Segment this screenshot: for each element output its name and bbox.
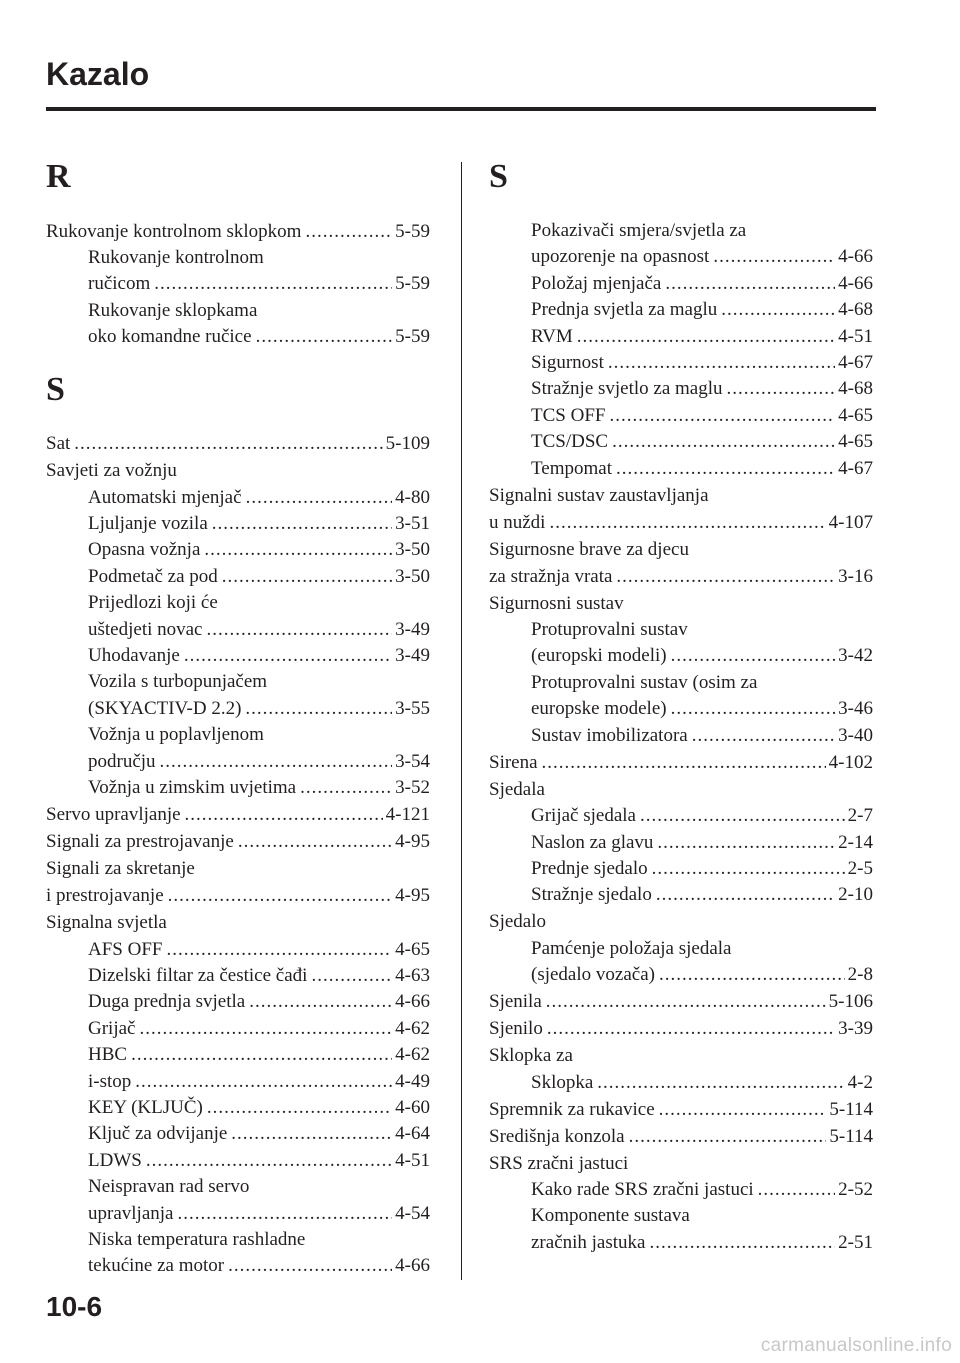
dot-leader <box>160 749 393 775</box>
dot-leader <box>671 643 836 669</box>
entry-term: Položaj mjenjača <box>531 272 662 294</box>
section-letter: R <box>46 158 71 195</box>
index-entry <box>46 1042 430 1068</box>
index-entry <box>489 962 873 988</box>
entry-page-ref: 2-7 <box>847 805 873 827</box>
entry-term: Grijač <box>88 1017 136 1039</box>
entry-page-ref: 4-51 <box>838 325 873 347</box>
entry-term: Sjenila <box>489 991 542 1013</box>
dot-leader <box>609 403 835 429</box>
entry-page-ref: 4-64 <box>395 1123 430 1145</box>
entry-term: Vožnja u poplavljenom <box>88 724 264 746</box>
index-entry <box>46 696 430 722</box>
entry-page-ref: 4-95 <box>395 885 430 907</box>
index-entry <box>489 750 873 776</box>
index-entry <box>46 1121 430 1147</box>
entry-page-ref: 4-66 <box>838 272 873 294</box>
entry-page-ref: 4-2 <box>847 1071 873 1093</box>
entry-page-ref: 4-65 <box>395 938 430 960</box>
index-entry <box>489 297 873 323</box>
entry-page-ref: 4-54 <box>395 1202 430 1224</box>
entry-term: Automatski mjenjač <box>88 486 242 508</box>
entry-page-ref: 3-49 <box>395 645 430 667</box>
entry-term: Sklopka <box>531 1071 594 1093</box>
entry-term: Sirena <box>489 751 538 773</box>
entry-page-ref: 2-51 <box>838 1231 873 1253</box>
entry-term: (europski modeli) <box>531 645 667 667</box>
index-entry <box>489 403 873 429</box>
entry-page-ref: 5-59 <box>395 220 430 242</box>
index-entry <box>489 696 873 722</box>
entry-term: Ljuljanje vozila <box>88 513 208 535</box>
dot-leader <box>727 376 836 402</box>
entry-page-ref: 4-62 <box>395 1017 430 1039</box>
dot-leader <box>238 829 392 855</box>
entry-page-ref: 2-8 <box>847 964 873 986</box>
entry-page-ref: 2-14 <box>838 831 873 853</box>
index-entry <box>46 537 430 563</box>
dot-leader <box>212 511 392 537</box>
index-entry <box>46 749 430 775</box>
entry-term: Prijedlozi koji će <box>88 592 218 614</box>
entry-term: zračnih jastuka <box>531 1231 646 1253</box>
index-entry <box>46 511 430 537</box>
index-entry <box>489 723 873 749</box>
dot-leader <box>758 1177 836 1203</box>
entry-page-ref: 3-42 <box>838 645 873 667</box>
index-entry <box>46 1201 430 1227</box>
entry-page-ref: 4-63 <box>395 964 430 986</box>
entry-term: Niska temperatura rashladne <box>88 1228 306 1250</box>
index-entry <box>489 537 873 563</box>
entry-term: Sklopka za <box>489 1045 573 1067</box>
index-entry <box>46 590 430 616</box>
index-entry <box>46 1148 430 1174</box>
entry-term: KEY (KLJUČ) <box>88 1096 203 1118</box>
entry-term: Uhodavanje <box>88 645 180 667</box>
index-entry <box>46 829 430 855</box>
entry-page-ref: 2-5 <box>847 857 873 879</box>
index-entry <box>46 485 430 511</box>
dot-leader <box>616 564 835 590</box>
index-entry <box>46 963 430 989</box>
entry-term: Tempomat <box>531 457 612 479</box>
entry-term: Vožnja u zimskim uvjetima <box>88 777 297 799</box>
dot-leader <box>577 324 835 350</box>
dot-leader <box>659 1097 827 1123</box>
index-entry <box>489 456 873 482</box>
index-entry <box>489 777 873 803</box>
entry-term: Sjedala <box>489 778 545 800</box>
dot-leader <box>300 775 392 801</box>
dot-leader <box>721 297 835 323</box>
entry-page-ref: 3-39 <box>838 1018 873 1040</box>
entry-term: Podmetač za pod <box>88 565 218 587</box>
entry-term: i prestrojavanje <box>46 885 164 907</box>
entry-page-ref: 3-16 <box>838 565 873 587</box>
index-entry <box>489 510 873 536</box>
index-entry <box>46 219 430 245</box>
entry-page-ref: 4-66 <box>395 991 430 1013</box>
dot-leader <box>546 989 826 1015</box>
entry-page-ref: 3-51 <box>395 513 430 535</box>
entry-term: LDWS <box>88 1149 142 1171</box>
entry-term: Naslon za glavu <box>531 831 654 853</box>
entry-page-ref: 4-95 <box>395 831 430 853</box>
dot-leader <box>629 1124 827 1150</box>
entry-term: i-stop <box>88 1070 132 1092</box>
index-entry <box>46 669 430 695</box>
index-entry <box>489 617 873 643</box>
index-entry <box>489 483 873 509</box>
index-entry <box>46 324 430 350</box>
dot-leader <box>659 962 845 988</box>
index-entry <box>46 1253 430 1279</box>
dot-leader <box>204 537 392 563</box>
entry-term: Kako rade SRS zračni jastuci <box>531 1178 754 1200</box>
dot-leader <box>154 271 392 297</box>
entry-term: Komponente sustava <box>531 1205 690 1227</box>
entry-term: RVM <box>531 325 573 347</box>
index-entry <box>46 617 430 643</box>
index-entry <box>46 910 430 936</box>
entry-page-ref: 4-51 <box>395 1149 430 1171</box>
entry-term: Ključ za odvijanje <box>88 1123 228 1145</box>
index-column-left <box>46 160 430 1280</box>
dot-leader <box>246 485 393 511</box>
index-entry <box>489 1124 873 1150</box>
entry-term: ručicom <box>88 273 151 295</box>
column-divider <box>461 162 462 1280</box>
section-letter: S <box>489 158 508 195</box>
entry-term: upravljanja <box>88 1202 174 1224</box>
dot-leader <box>207 1095 392 1121</box>
index-entry <box>46 1174 430 1200</box>
index-entry <box>489 989 873 1015</box>
entry-term: HBC <box>88 1044 128 1066</box>
entry-page-ref: 3-40 <box>838 724 873 746</box>
entry-term: uštedjeti novac <box>88 618 203 640</box>
index-entry <box>46 431 430 457</box>
index-entry <box>489 882 873 908</box>
entry-page-ref: 4-68 <box>838 299 873 321</box>
entry-page-ref: 3-55 <box>395 697 430 719</box>
entry-page-ref: 4-60 <box>395 1096 430 1118</box>
dot-leader <box>652 856 845 882</box>
entry-term: Neispravan rad servo <box>88 1176 250 1198</box>
entry-term: Signali za skretanje <box>46 858 195 880</box>
index-entry <box>489 1177 873 1203</box>
entry-page-ref: 3-52 <box>395 777 430 799</box>
index-entry <box>46 937 430 963</box>
entry-term: za stražnja vrata <box>489 565 613 587</box>
entry-term: Sat <box>46 433 71 455</box>
index-entry <box>46 298 430 324</box>
entry-page-ref: 4-121 <box>385 804 430 826</box>
entry-page-ref: 3-50 <box>395 539 430 561</box>
entry-term: Rukovanje kontrolnom <box>88 247 264 268</box>
entry-term: Središnja konzola <box>489 1125 625 1147</box>
index-entry <box>489 1203 873 1229</box>
entry-term: Sigurnosne brave za djecu <box>489 538 689 560</box>
entry-term: Stražnje sjedalo <box>531 884 652 906</box>
dot-leader <box>146 1148 392 1174</box>
entry-page-ref: 4-66 <box>838 246 873 268</box>
dot-leader <box>671 696 836 722</box>
entry-page-ref: 5-109 <box>385 433 430 455</box>
section-letter: S <box>46 370 65 408</box>
entry-term: Rukovanje sklopkama <box>88 299 258 321</box>
entry-page-ref: 4-65 <box>838 431 873 453</box>
index-entry <box>489 244 873 270</box>
index-entry <box>489 643 873 669</box>
watermark: carmanualsonline.info <box>760 1335 952 1356</box>
index-entry <box>489 350 873 376</box>
entry-term: Signalni sustav zaustavljanja <box>489 484 709 506</box>
index-entry <box>489 218 873 244</box>
index-entry <box>489 936 873 962</box>
dot-leader <box>640 803 845 829</box>
dot-leader <box>184 643 392 669</box>
dot-leader <box>597 1070 844 1096</box>
index-entry <box>489 1043 873 1069</box>
entry-term: Protuprovalni sustav (osim za <box>531 671 758 693</box>
index-entry <box>46 722 430 748</box>
entry-term: Protuprovalni sustav <box>531 619 688 641</box>
header-rule <box>46 107 876 111</box>
entry-term: Opasna vožnja <box>88 539 201 561</box>
entry-term: Rukovanje kontrolnom sklopkom <box>46 220 302 242</box>
dot-leader <box>657 830 835 856</box>
index-entry <box>489 909 873 935</box>
entry-page-ref: 2-10 <box>838 884 873 906</box>
dot-leader <box>256 324 393 350</box>
index-entry <box>46 1227 430 1253</box>
index-entry <box>46 1069 430 1095</box>
entry-page-ref: 4-80 <box>395 486 430 508</box>
index-entry <box>489 564 873 590</box>
entry-term: upozorenje na opasnost <box>531 246 710 268</box>
entry-term: Signalna svjetla <box>46 912 167 934</box>
page-title: Kazalo <box>46 56 150 92</box>
page-number: 10-6 <box>46 1291 103 1322</box>
dot-leader <box>656 882 835 908</box>
entry-term: Spremnik za rukavice <box>489 1098 655 1120</box>
entry-term: Sigurnost <box>531 352 604 374</box>
entry-term: području <box>88 750 156 772</box>
index-entry <box>489 1070 873 1096</box>
dot-leader <box>207 617 393 643</box>
dot-leader <box>168 883 393 909</box>
entry-page-ref: 4-67 <box>838 457 873 479</box>
entry-term: Prednje sjedalo <box>531 857 648 879</box>
entry-term: europske modele) <box>531 698 667 720</box>
dot-leader <box>185 802 383 828</box>
entry-page-ref: 4-102 <box>828 751 873 773</box>
dot-leader <box>231 1121 392 1147</box>
entry-page-ref: 4-62 <box>395 1044 430 1066</box>
index-entry <box>489 830 873 856</box>
dot-leader <box>139 1016 392 1042</box>
entry-term: Vozila s turbopunjačem <box>88 671 268 693</box>
index-entry <box>489 803 873 829</box>
dot-leader <box>311 963 392 989</box>
index-entry <box>46 1095 430 1121</box>
dot-leader <box>612 429 835 455</box>
index-entry <box>489 1016 873 1042</box>
index-entry <box>489 1230 873 1256</box>
entry-term: Servo upravljanje <box>46 804 181 826</box>
entry-term: SRS zračni jastuci <box>489 1152 629 1174</box>
dot-leader <box>228 1253 392 1279</box>
entry-term: (sjedalo vozača) <box>531 964 655 986</box>
dot-leader <box>166 937 392 963</box>
index-entry <box>46 458 430 484</box>
dot-leader <box>74 431 382 457</box>
index-entry <box>489 429 873 455</box>
dot-leader <box>245 696 392 722</box>
dot-leader <box>665 271 835 297</box>
entry-term: Dizelski filtar za čestice čađi <box>88 964 308 986</box>
entry-term: Grijač sjedala <box>531 805 636 827</box>
entry-page-ref: 3-50 <box>395 565 430 587</box>
index-entry <box>489 1151 873 1177</box>
index-entry <box>489 856 873 882</box>
index-entry <box>46 989 430 1015</box>
dot-leader <box>649 1230 835 1256</box>
entry-term: Sjedalo <box>489 911 546 933</box>
index-entry <box>46 271 430 297</box>
entry-page-ref: 3-49 <box>395 618 430 640</box>
entry-term: TCS OFF <box>531 404 606 426</box>
entry-page-ref: 5-114 <box>829 1125 873 1147</box>
index-entry <box>46 802 430 828</box>
entry-page-ref: 5-59 <box>395 273 430 295</box>
index-entry <box>489 271 873 297</box>
index-entry <box>46 775 430 801</box>
entry-page-ref: 2-52 <box>838 1178 873 1200</box>
dot-leader <box>549 510 825 536</box>
dot-leader <box>692 723 835 749</box>
index-entry <box>46 1016 430 1042</box>
dot-leader <box>713 244 835 270</box>
entry-term: Sigurnosni sustav <box>489 592 624 614</box>
index-entry <box>489 591 873 617</box>
entry-term: Savjeti za vožnju <box>46 460 177 482</box>
entry-term: Stražnje svjetlo za maglu <box>531 378 723 400</box>
entry-page-ref: 4-107 <box>828 511 873 533</box>
entry-term: AFS OFF <box>88 938 163 960</box>
dot-leader <box>222 564 392 590</box>
entry-term: Prednja svjetla za maglu <box>531 299 718 321</box>
entry-term: Sustav imobilizatora <box>531 724 688 746</box>
dot-leader <box>177 1201 392 1227</box>
entry-page-ref: 5-59 <box>395 326 430 348</box>
index-entry <box>489 670 873 696</box>
entry-page-ref: 4-67 <box>838 352 873 374</box>
index-entry <box>46 564 430 590</box>
index-entry <box>489 376 873 402</box>
entry-term: (SKYACTIV-D 2.2) <box>88 697 242 719</box>
entry-page-ref: 5-114 <box>829 1098 873 1120</box>
index-entry <box>46 883 430 909</box>
entry-term: Pamćenje položaja sjedala <box>531 937 732 959</box>
dot-leader <box>542 750 826 776</box>
entry-term: u nuždi <box>489 511 546 533</box>
entry-term: oko komandne ručice <box>88 326 252 348</box>
entry-term: Signali za prestrojavanje <box>46 831 234 853</box>
index-entry <box>46 245 430 271</box>
index-entry <box>489 1097 873 1123</box>
entry-page-ref: 4-66 <box>395 1255 430 1277</box>
entry-term: TCS/DSC <box>531 431 609 453</box>
entry-term: Sjenilo <box>489 1018 543 1040</box>
index-entry <box>46 643 430 669</box>
dot-leader <box>249 989 392 1015</box>
dot-leader <box>131 1042 392 1068</box>
entry-page-ref: 4-49 <box>395 1070 430 1092</box>
entry-term: Pokazivači smjera/svjetla za <box>531 220 747 241</box>
dot-leader <box>305 219 392 245</box>
entry-term: Duga prednja svjetla <box>88 991 246 1013</box>
index-entry <box>489 324 873 350</box>
entry-page-ref: 3-54 <box>395 750 430 772</box>
index-entry <box>46 856 430 882</box>
entry-page-ref: 4-65 <box>838 404 873 426</box>
entry-page-ref: 4-68 <box>838 378 873 400</box>
dot-leader <box>135 1069 392 1095</box>
entry-term: tekućine za motor <box>88 1255 225 1277</box>
entry-page-ref: 3-46 <box>838 698 873 720</box>
dot-leader <box>608 350 835 376</box>
dot-leader <box>616 456 835 482</box>
dot-leader <box>547 1016 835 1042</box>
entry-page-ref: 5-106 <box>828 991 873 1013</box>
index-column-right <box>489 160 873 1256</box>
